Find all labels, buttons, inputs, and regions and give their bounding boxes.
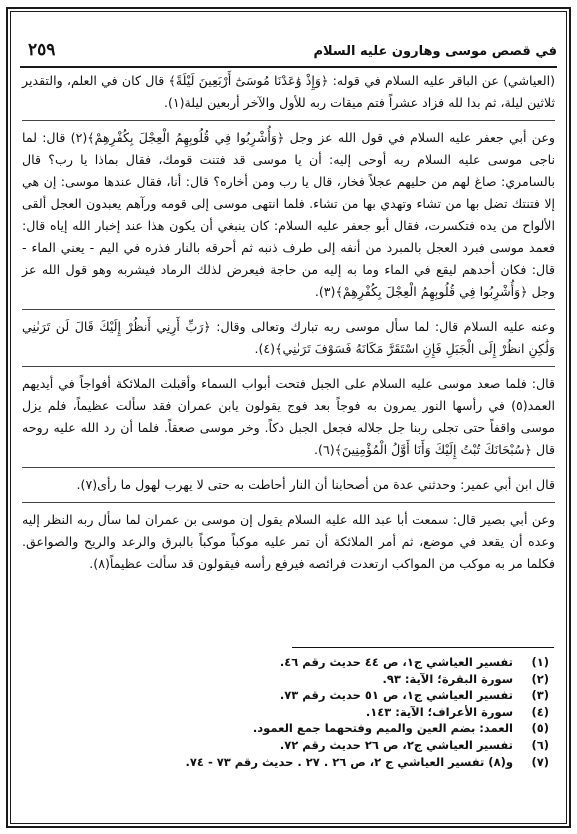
page-number: ٢٥٩: [28, 40, 56, 60]
footnote-number: (٤): [531, 704, 549, 719]
footnote-text: تفسير العياشي ج٢، ص ٢٦ حديث رقم ٧٢.: [279, 737, 513, 752]
paragraph-1: (العياشي) عن الباقر عليه السلام في قوله: ﴿وَإِذْ وَٰعَدْنَا مُوسَىٰٓ أَرْبَعِينَ لَيْلَةً﴾ قال كان في العلم، والتقدير ثلاثين ليلة، ثم بدا لله فزاد عشراً فتم ميقات ربه للأول والآخر أربعين ليلة(١).: [22, 73, 555, 110]
footnote-text: و(٨) تفسير العياشي ج ٢، ص ٢٦ . ٢٧ . حديث رقم ٧٣ - ٧٤.: [185, 754, 513, 769]
header-rule: [20, 66, 557, 68]
footnote-number: (٣): [531, 688, 549, 703]
page-header: [20, 40, 557, 68]
footnote-text: سورة الأعراف؛ الآية: ١٤٣.: [365, 704, 513, 719]
footnote-number: (٧): [531, 754, 549, 769]
main-text: [22, 70, 555, 575]
paragraph-6: وعن أبي بصير قال: سمعت أبا عبد الله عليه السلام يقول إن موسى بن عمران لما سأل ربه النظر إليه وعده أن يقعد في موضع، ثم أمر الملائكة أن تمر عليه موكباً موكباً بالبرق والرعد والريح والصواعق. فكلما مر به موكب من المواكب ارتعدت فرائصه فيرفع رأسه فيقولون قد سألت عظيماً(٨).: [22, 512, 555, 571]
footnote-text: العمد: بضم العين والميم وفتحهما جمع العمود.: [252, 721, 513, 736]
paragraph-divider: [22, 120, 555, 121]
paragraph-divider: [22, 366, 555, 367]
footnote-rule: [292, 647, 554, 648]
footnote-number: (٥): [531, 721, 549, 736]
paragraph-5: قال ابن أبي عمير: وحدثني عدة من أصحابنا أن النار أحاطت به حتى لا يهرب لهول ما رأى(٧).: [76, 477, 555, 492]
footnote-text: تفسير العياشي ج١، ص ٤٤ حديث رقم ٤٦.: [279, 655, 513, 669]
footnote: [30, 737, 549, 754]
footnote-number: (٢): [531, 671, 549, 686]
footnote-number: (٦): [531, 737, 549, 752]
footnote-number: (١): [531, 655, 549, 669]
paragraph-divider: [22, 309, 555, 310]
footnote-text: تفسير العياشي ج١، ص ٥١ حديث رقم ٧٣.: [279, 688, 513, 703]
footnotes: [30, 654, 549, 770]
footnote: [30, 720, 549, 737]
paragraph-divider: [22, 467, 555, 468]
footnote: [30, 671, 549, 688]
paragraph-divider: [22, 502, 555, 503]
running-title: في قصص موسى وهارون عليه السلام: [313, 44, 557, 59]
footnote: [30, 754, 549, 771]
footnote: [30, 654, 549, 671]
paragraph-3: وعنه عليه السلام قال: لما سأل موسى ربه تبارك وتعالى وقال: ﴿رَبِّ أَرِنِي أَنظُرْ إِلَيْكَ قَالَ لَن تَرَىٰنِي وَلَٰكِنِ انظُرْ إِلَى الْجَبَلِ فَإِنِ اسْتَقَرَّ مَكَانَهُ فَسَوْفَ تَرَىٰنِي﴾(٤).: [22, 319, 555, 356]
footnote-text: سورة البقرة؛ الآية: ٩٣.: [382, 671, 513, 686]
paragraph-4: قال: فلما صعد موسى عليه السلام على الجبل فتحت أبواب السماء وأقبلت الملائكة أفواجاً في أيديهم العمد(٥) في رأسها النور يمرون به فوجاً بعد فوج يقولون يابن عمران فقد سألت عظيماً، فلم يزل موسى واقفاً حتى تجلى ربنا جل جلاله فجعل الجبل دكاً. وخر موسى صعقاً. فلما أن رد الله عليه روحه قال ﴿سُبْحَانَكَ تُبْتُ إِلَيْكَ وَأَنَا أَوَّلُ الْمُؤْمِنِينَ﴾(٦).: [22, 376, 555, 457]
paragraph-2: وعن أبي جعفر عليه السلام في قول الله عز وجل ﴿وَأُشْرِبُوا فِي قُلُوبِهِمُ الْعِجْلَ بِكُفْرِهِمْ﴾(٢) قال: لما ناجى موسى عليه السلام ربه أوحى إليه: أن يا موسى قد فتنت قومك، فقال بماذا يا رب؟ قال بالسامري: صاغ لهم من حليهم عجلاً فخار، قال يا رب ومن أخاره؟ قال: أنا، فقال عندها موسى: إن هي إلا فتنتك تضل بها من تشاء وتهدي بها من تشاء. فلما انتهى موسى إلى قومه ورآهم يعبدون العجل ألقى الألواح من يده فتكسرت، فقال أبو جعفر عليه السلام: كان ينبغي أن يكون هذا عند إخبار الله إياه قال: فعمد موسى فبرد العجل بالمبرد من أنفه إلى طرف ذنبه ثم أحرقه بالنار فذره في اليم - يعني الماء - قال: فكان أحدهم ليقع في الماء وما به إليه من حاجة فيعرض لذلك الرماد فيشربه وهو قول الله عز وجل ﴿وَأُشْرِبُوا فِي قُلُوبِهِمُ الْعِجْلَ بِكُفْرِهِمْ﴾(٣).: [22, 130, 555, 299]
footnote: [30, 687, 549, 704]
footnote: [30, 704, 549, 721]
